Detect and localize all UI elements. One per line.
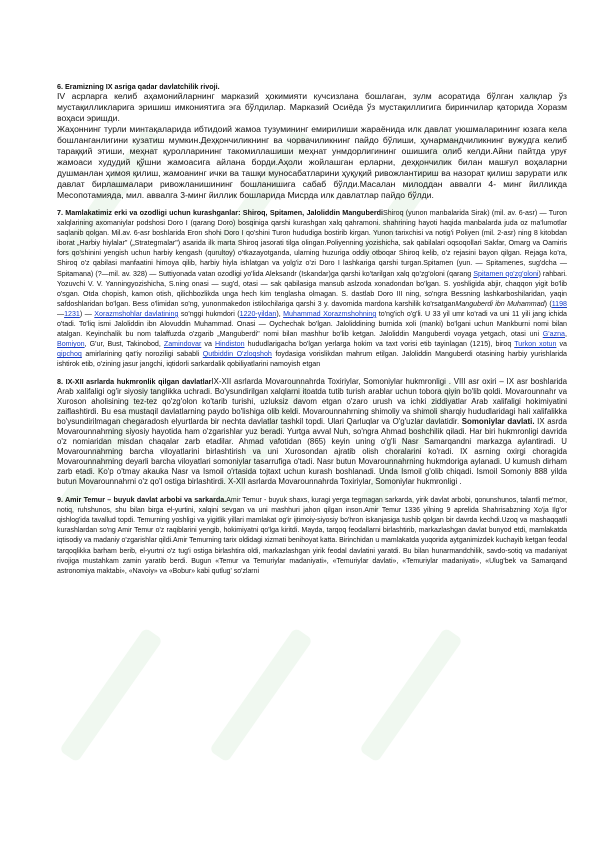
body-italic: Manguberdi ibn Muhammad <box>455 299 545 308</box>
link-year-1231[interactable]: 1231 <box>64 309 80 318</box>
link-hindiston[interactable]: Hindiston <box>214 340 245 349</box>
body-text: hududlarigacha bo'lgan yerlarga hokim va taxt vorisi etib tayinlagan (1215), biroq <box>244 340 515 349</box>
document-page <box>57 82 567 584</box>
section-9 <box>57 495 567 578</box>
body-text: — <box>57 309 65 318</box>
section-heading: 9. Amir Temur – buyuk davlat arbobi va sarkarda. <box>57 494 227 504</box>
link-muhammad-khwarazmshah[interactable]: Muhammad Xorazmshohning <box>283 309 377 318</box>
body-text: Shiroq (yunon manbalarida Sirak) (mil. av. 6-asr) — Turon xalqlarining axomaniylar podshosi Doro I (qarang Doro) bosqiniga qarshi kurashgan xalq qahramoni. shahrining hayoti haqida manbalarda juda oz ma'lumotlar saqlanib qolgan. Mil.av. 6-asr boshlarida Eron shohi Doro I qo'shini Turon hududiga bostirib kirgan. Yunon tarixchisi va notig'i Poliyen (mil. 2-asr) ning 8 kitobdan iborat „Harbiy hiylalar" („Strategmalar") asarida ilk marta Shiroq jasorati tilga olingan.Poliyenning yozishicha, sak qabilalari oqsoqollari Sakfar, Omarg va Oamiris fors qo'shinini yengish uchun harbiy kengash (qurultoy) o'tkazayotganda, ularning huzuriga oddiy otboqar Shiroq kelib, o'z rejasini bayon qilgan. Rejaga ko'ra, Shiroq o'z qabilasi manfaatini himoya qilib, harbiy hiyla ishlatgan va yolg'iz o'zi Doro I lashkariga qarshi turgan.Spitamen (yun. — Spitamenes, sug'dcha — Spitamana) (?—mil. av. 328) — Suttiyonada vatan ozodligi yo'lida Aleksandr (Iskandar)ga qarshi ko'tarilgan xalq qo'zg'oloni (qarang <box>57 209 567 278</box>
watermark-stroke <box>59 627 163 762</box>
body-text: ), <box>276 309 284 318</box>
body-bold: Somoniylar davlati. <box>461 416 535 426</box>
watermark-stroke <box>209 627 313 762</box>
link-zamindovar[interactable]: Zamindovar <box>163 340 202 349</box>
body-text: so'nggi hukmdori ( <box>178 309 240 318</box>
body-text: Amir Temur - buyuk shaxs, kuragi yerga tegmagan sarkarda, yirik davlat arbobi, qonunshunos, talantli me'mor, notiq, ruhshunos, shu bilan birga el-yurtini, xalqini sevgan va uni mashhuri jahon qilgan inson.Amir Temur 1336 yilning 9 aprelida Shahrisabzning Xo'ja Ilg'or qishlog'ida tavallud topdi. Temurning yoshligi va yigitlik yillari mamlakat og'ir ijtimoiy-siyosiy bo'hron iskanjasiga tushib qolgan bir davrda kechdi.Uzoq va mashaqqatli kurashlardan so'ng Amir Temur o'z raqiblarini yengib, hokimiyatni qo'lga kiritdi. Mayda, tarqoq feodallarni birlashtirib, markazlashgan davlat bunyod etdi, mamlakatda iqtisodiy va madaniy o'zgarishlar qildi.Amir Temurning tarix oldidagi xizmati benihoyat katta. Birinchidan u mamlakatda yuqorida aytganimizdek kuchayib ketgan feodal tarqoqlikka barham berib, el-yurtni o'z tug'i ostiga birlashtira oldi, markazlashgan yirik feodal davlatini yaratdi. Bu bilan hunarmandchilik, savdo-sotiq va madaniyat rivojiga mustahkam zamin yaratib berdi. Bugun «Temur va Temuriylar madaniyati», «Temuriylar davlati», «Temuriylar madaniyati», «Ulug'bek va Samarqand astronomiya maktabi», «Navoiy» va «Bobur» kabi qutlug' so'zlarni <box>57 496 567 575</box>
section-heading: 8. IX-XII asrlarda hukmronlik qilgan davlatlar <box>57 376 212 386</box>
section-7 <box>57 208 567 370</box>
section-heading: 7. Mamlakatimiz erki va ozodligi uchun kurashganlar: Shiroq, Spitamen, Jaloliddin Manguberdi <box>57 208 384 217</box>
body-text: va <box>556 340 567 349</box>
body-text: , G'ur, Bust, Takinobod, <box>84 340 164 349</box>
body-text: ) — <box>79 309 95 318</box>
body-text: to'ng'ich o'g'li. U 33 yil umr ko'radi va uni 11 yili jang ichida o'tadi. To'liq ismi Jaloliddin ibn Alovuddin Muhammad. Onasi — Oychechak bo'lgan. Jaloliddining burnida xoli (manki) bo'lgani uchun Mankburni nomi bilan atalgan. Keyinchalik bu nom talaffuzda o'zgarib „Manguberdi" nomi bilan mashhur bo'lib ketgan. Jaloliddin Manguberdi voyaga yetgach, otasi uni <box>57 309 567 339</box>
body-text: IX asrda Movarounnahrning siyosiy hayotida ham o'zgarishlar yuz beradi. Yurtga avval Nuh, so'ngra Ahmad boshchilik qiladi. Har biri hukmronligi davrida o'z nomiaridan misdan chaqalar zarb etadilar. Ahmad vafotidan (865) keyin uning o'g'li Nasr Samarqandni markazga aylantiradi. U Movarounnahrning barcha viloyatlarini birlashtirish va uni Xurosondan ajratib olish choralarini ko'radi. IX asrning oxirgi choragida Movarounnahrning deyarli barcha viloyatlari somoniylar tasarrufiga o'tadi. Nasr butun Movarounnahrning hukmdoriga aylanadi. U kumush dirham zarb etadi. Ko'p o'tmay akauka Nasr va Ismoil o'rtasida tojtaxt uchun kurash boshlanadi. Unda Ismoil g'olib chiqadi. Ismoil Somoniy 888 yilda butun Movarounnahrni o'z qo'l ostiga birlashtirdi. X-XII asrlarda Movarounnahrda Toxiriylar, Somoniylar hukmronligi . <box>57 416 567 487</box>
link-qipchoq[interactable]: qipchoq <box>57 350 82 359</box>
body-text: IX-XII asrlarda Movarounnahrda Toxiriylar, Somoniylar hukmronligi . VIII asr oxiri – IX asr boshlarida Arab xalifaligi og'ir siyosiy tanglikka uchradi. Bo'ysundirilgan xalqlarni itoatda tutib turish arablar uchun tobora qiyin bo'lib qoldi. Movarounnahr va Xuroson aholisining tez-tez qo'zg'olon ko'tarib turishi, uzluksiz davom etgan o'zaro urush va ichki ziddiyatlar Arab xalifaligi hokimiyatini zaiflashtirdi. Bu esa mustaqil davlatlarning paydo bo'lishiga olib keldi. Movarounnahrning shimoliy va shimoli sharqiy hududlaridagi hali xalifalikka bo'ysundirilmagan chegaradosh elyurtlarda bir nechta davlatlar tashkil topdi. Ulari Qarluqlar va O'g'uzlar davlatidir. <box>57 376 567 426</box>
section-body: IV асрларга келиб аҳамонийларнинг марказий ҳокимияти кучсизлана бошлаган, зулм асоратида бўлган халқлар ўз мустақилликларига эришиш имкониятига эга бўлдилар. Марказий Осиёда ўз мустақиллигига биринчилар қаторида Хоразм воҳаси эришди. Жаҳоннинг турли минтақаларида ибтидоий жамоа тузумининг емирилиши жараёнида илк давлат уюшмаларининг юзага кела бошланганлигини кузатиш мумкин.Деҳқончиликнинг ва чорвачиликнинг пайдо бўлиши, ҳунармандчиликнинг вужудга келиб тараққий этиши, меҳнат қуролларининг такомиллашиши меҳнат унмдорлигининг ошишига олиб келди.Айни пайтда уруғ жамоаси худудий қўшни жамоасига айлана борди.Аҳоли жойлашган ерларни, деҳқончилик билан машғул воҳаларни душманлан ҳимоя қилиш, жамоанинг ички ва ташқи муносабатларини ҳуқуқий ривожлантириш ва назорат қилиш зарурати илк давлат бирлашмалари ривожланишининг бошланишига сабаб бўлди.Масалан милоддан аввалги 4- минг йилликда Месопотамияда, мил. аввалга 3-минг йиллик бошларида Мисрда илк давлатлар пайдо бўлди. <box>57 91 567 200</box>
link-turkon-xotun[interactable]: Turkon xotun <box>514 340 557 349</box>
body-text: amirlarining qat'iy noroziligi sababli <box>81 350 203 359</box>
watermark-stroke <box>359 627 463 762</box>
link-spitamen-uprising[interactable]: Spitamen qo'zg'oloni <box>473 269 539 278</box>
body-text: va <box>201 340 215 349</box>
link-khwarazmshah-state[interactable]: Xorazmshohlar davlatining <box>94 309 179 318</box>
link-ghazna[interactable]: G'azna <box>542 330 566 339</box>
section-heading: 6. Eramizning IX asriga qadar davlatchilik rivoji. <box>57 82 220 91</box>
section-8 <box>57 377 567 488</box>
link-year-1220[interactable]: 1220-yildan <box>239 309 277 318</box>
link-qutbiddin-ozloqshoh[interactable]: Qutbiddin O'zloqshoh <box>202 350 272 359</box>
body-text: , <box>565 330 567 339</box>
body-text: ) ( <box>544 299 552 308</box>
link-year-1198[interactable]: 1198 <box>551 299 567 308</box>
body-text: foydasiga vorislikdan mahrum etilgan. Jaloliddin Manguberdi otasining harbiy yurishlarida ishtirok etib, o'zining jasur jangchi, iqtidorli sarkardalik qobiliyatlarini namoyish etgan <box>57 350 567 369</box>
section-6 <box>57 82 567 201</box>
link-bomiyon[interactable]: Bomiyon <box>57 340 85 349</box>
body-text: ) rahbari. Yozuvchi V. V. Yanningyozishicha, S.ning onasi — sug'd, otasi — sak qabilasiga mansub aslzoda xonadondan bo'lgan. S. yoshligida abjir, chaqqon yigit bo'lib o'sgan. Otda chopish, kamon otish, qilichbozlikda unga hech kim tenglasha olmagan. S. dastlab Doro III ning, so'ngra Bessning lashkarboshilaridan, yaqin safdoshlaridan bo'lgan. Bess o'limidan so'ng, yunonmakedon istilochilariga qarshi 3 y. davomida mardona karshilik ko'rsatgan <box>57 269 567 308</box>
